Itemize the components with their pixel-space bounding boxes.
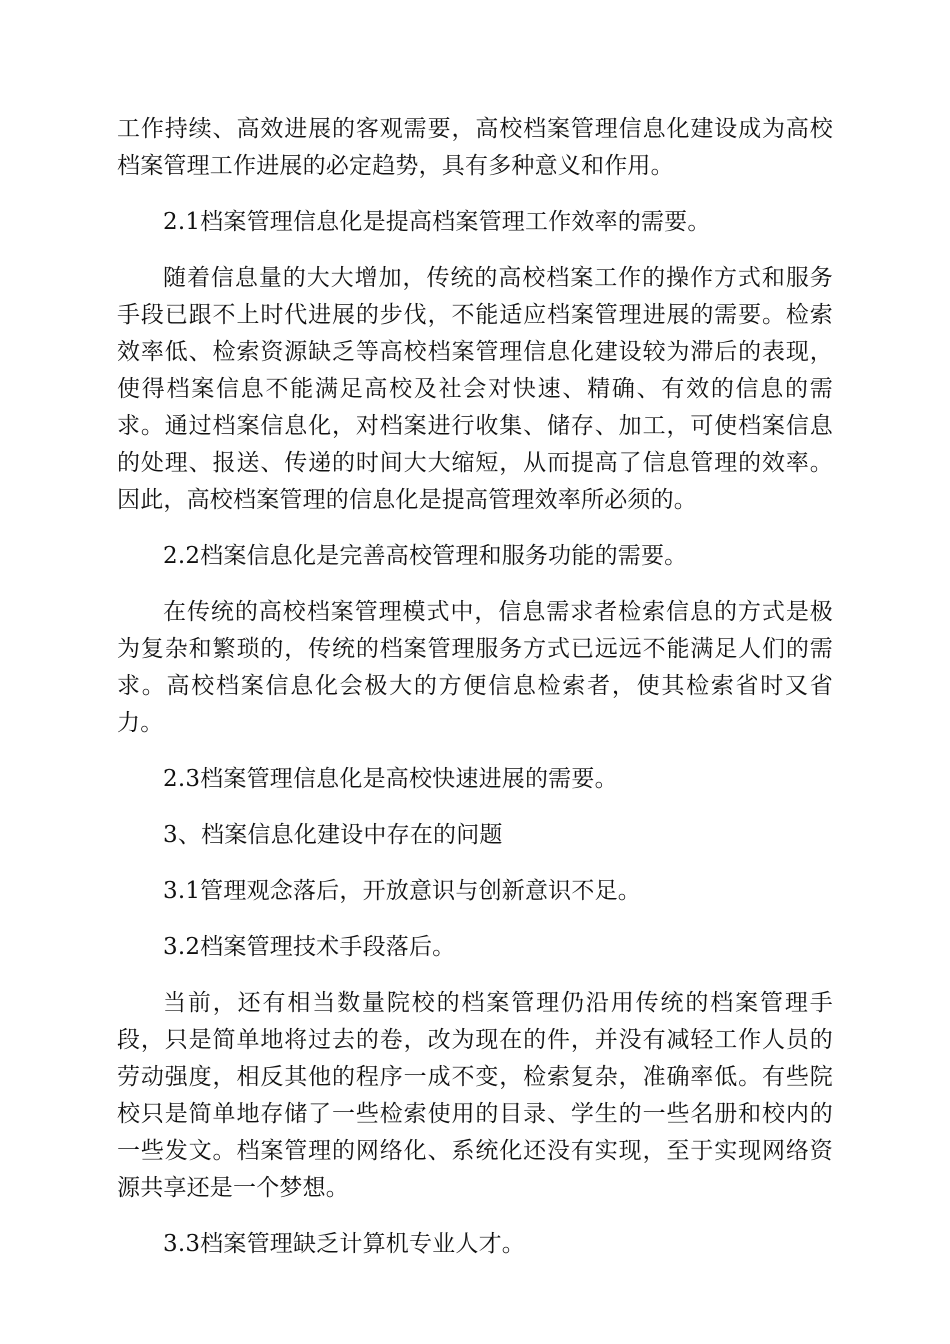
- section-heading-3-3: 3.3档案管理缺乏计算机专业人才。: [163, 1231, 525, 1257]
- section-heading-2-2: 2.2档案信息化是完善高校管理和服务功能的需要。: [163, 543, 688, 569]
- body-paragraph: 当前，还有相当数量院校的档案管理仍沿用传统的档案管理手段，只是简单地将过去的卷，改为现在的件，并没有减轻工作人员的劳动强度，相反其他的程序一成不变，检索复杂，准确率低。有些院校只是简单地存储了一些检索使用的目录、学生的一些名册和校内的一些发文。档案管理的网络化、系统化还没有实现，至于实现网络资源共享还是一个梦想。: [117, 990, 833, 1201]
- body-paragraph: 工作持续、高效进展的客观需要，高校档案管理信息化建设成为高校档案管理工作进展的必定趋势，具有多种意义和作用。: [117, 116, 833, 179]
- section-heading-3-2: 3.2档案管理技术手段落后。: [163, 934, 456, 960]
- body-paragraph: 随着信息量的大大增加，传统的高校档案工作的操作方式和服务手段已跟不上时代进展的步伐，不能适应档案管理进展的需要。检索效率低、检索资源缺乏等高校档案管理信息化建设较为滞后的表现，使得档案信息不能满足高校及社会对快速、精确、有效的信息的需求。通过档案信息化，对档案进行收集、储存、加工，可使档案信息的处理、报送、传递的时间大大缩短，从而提高了信息管理的效率。因此，高校档案管理的信息化是提高管理效率所必须的。: [117, 265, 833, 513]
- section-heading-2-3: 2.3档案管理信息化是高校快速进展的需要。: [163, 766, 618, 792]
- body-paragraph: 在传统的高校档案管理模式中，信息需求者检索信息的方式是极为复杂和繁琐的，传统的档案管理服务方式已远远不能满足人们的需求。高校档案信息化会极大的方便信息检索者，使其检索省时又省力。: [117, 599, 833, 736]
- section-heading-2-1: 2.1档案管理信息化是提高档案管理工作效率的需要。: [163, 209, 711, 235]
- document-body: [117, 111, 833, 1282]
- section-heading-3-1: 3.1管理观念落后，开放意识与创新意识不足。: [163, 878, 641, 904]
- section-heading-3: 3、档案信息化建设中存在的问题: [163, 822, 503, 848]
